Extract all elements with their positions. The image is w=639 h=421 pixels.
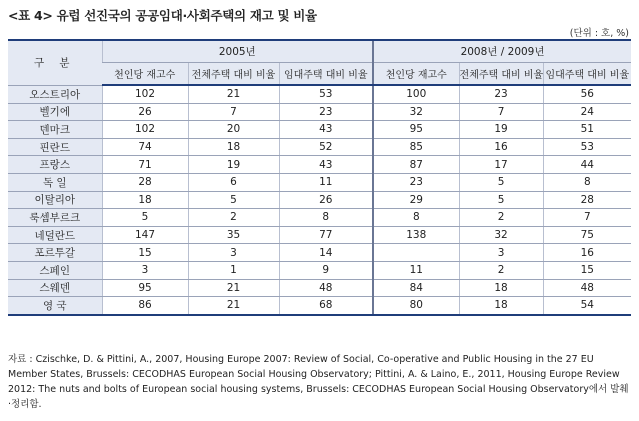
year-header-2005: 2005년: [102, 40, 373, 63]
table-cell: 75: [543, 226, 631, 244]
row-country: 덴마크: [8, 121, 102, 139]
table-cell: 138: [373, 226, 459, 244]
table-cell: 28: [543, 191, 631, 209]
table-cell: 18: [459, 279, 543, 297]
table-cell: 87: [373, 156, 459, 174]
table-cell: 95: [102, 279, 188, 297]
table-cell: 86: [102, 297, 188, 315]
table-cell: 53: [543, 138, 631, 156]
table-row: [8, 103, 631, 121]
housing-stock-table: [8, 39, 631, 316]
table-cell: 9: [279, 261, 373, 279]
table-cell: 19: [188, 156, 279, 174]
table-cell: 100: [373, 85, 459, 103]
table-cell: 48: [543, 279, 631, 297]
table-row: [8, 121, 631, 139]
table-cell: 54: [543, 297, 631, 315]
table-cell: 8: [373, 209, 459, 227]
table-cell: 26: [102, 103, 188, 121]
table-cell: 56: [543, 85, 631, 103]
table-row: [8, 297, 631, 315]
table-cell: 35: [188, 226, 279, 244]
table-cell: 21: [188, 85, 279, 103]
table-cell: 102: [102, 85, 188, 103]
table-cell: 68: [279, 297, 373, 315]
table-cell: 5: [188, 191, 279, 209]
table-cell: 1: [188, 261, 279, 279]
table-cell: 147: [102, 226, 188, 244]
table-cell: 85: [373, 138, 459, 156]
table-cell: 24: [543, 103, 631, 121]
table-cell: 102: [102, 121, 188, 139]
table-cell: 23: [373, 173, 459, 191]
row-country: 스페인: [8, 261, 102, 279]
row-country: 포르투갈: [8, 244, 102, 262]
table-cell: 74: [102, 138, 188, 156]
table-row: [8, 209, 631, 227]
table-cell: 5: [459, 173, 543, 191]
source-note: 자료 : Czischke, D. & Pittini, A., 2007, Housing Europe 2007: Review of Social, Co-operative and Public Housing in the 27 EU Member States, Brussels: CECODHAS European Social Housing Observatory; Pittini, A. & Laino, E., 2011, Housing Europe Review 2012: The nuts and bolts of European social housing systems, Brussels: CECODHAS European Social Housing Observatory에서 발췌·정리함.: [8, 354, 629, 410]
table-cell: 7: [543, 209, 631, 227]
table-cell: 28: [102, 173, 188, 191]
table-cell: 32: [459, 226, 543, 244]
table-row: [8, 226, 631, 244]
table-row: [8, 191, 631, 209]
table-cell: 16: [543, 244, 631, 262]
table-cell: 5: [459, 191, 543, 209]
table-cell: 20: [188, 121, 279, 139]
table-cell: 18: [188, 138, 279, 156]
table-cell: 16: [459, 138, 543, 156]
table-cell: 51: [543, 121, 631, 139]
table-cell: 32: [373, 103, 459, 121]
table-cell: 26: [279, 191, 373, 209]
table-cell: 44: [543, 156, 631, 174]
table-cell: 3: [188, 244, 279, 262]
table-cell: 2: [459, 209, 543, 227]
table-cell: 18: [459, 297, 543, 315]
table-row: [8, 261, 631, 279]
table-cell: 23: [459, 85, 543, 103]
sub-header: 임대주택 대비 비율: [543, 63, 631, 86]
table-cell: 21: [188, 279, 279, 297]
table-title: <표 4> 유럽 선진국의 공공임대·사회주택의 재고 및 비율: [8, 8, 317, 23]
row-country: 네덜란드: [8, 226, 102, 244]
sub-header: 천인당 재고수: [102, 63, 188, 86]
table-cell: 11: [373, 261, 459, 279]
row-country: 스웨덴: [8, 279, 102, 297]
table-cell: 43: [279, 121, 373, 139]
unit-label: (단위 : 호, %): [569, 28, 629, 39]
table-cell: 77: [279, 226, 373, 244]
table-cell: 23: [279, 103, 373, 121]
row-country: 이탈리아: [8, 191, 102, 209]
row-country: 영 국: [8, 297, 102, 315]
corner-header: 구 분: [8, 40, 102, 85]
table-cell: 8: [543, 173, 631, 191]
table-cell: 18: [102, 191, 188, 209]
row-country: 룩셈부르크: [8, 209, 102, 227]
table-cell: 17: [459, 156, 543, 174]
year-header-2008-2009: 2008년 / 2009년: [373, 40, 631, 63]
row-country: 독 일: [8, 173, 102, 191]
table-cell: 2: [459, 261, 543, 279]
table-cell: 84: [373, 279, 459, 297]
table-cell: 15: [543, 261, 631, 279]
table-cell: 15: [102, 244, 188, 262]
table-cell: 52: [279, 138, 373, 156]
sub-header: 임대주택 대비 비율: [279, 63, 373, 86]
table-cell: 80: [373, 297, 459, 315]
table-cell: 5: [102, 209, 188, 227]
table-cell: 2: [188, 209, 279, 227]
table-cell: 43: [279, 156, 373, 174]
sub-header: 천인당 재고수: [373, 63, 459, 86]
table-row: [8, 138, 631, 156]
table-row: [8, 156, 631, 174]
table-cell: 95: [373, 121, 459, 139]
row-country: 벨기에: [8, 103, 102, 121]
table-row: [8, 85, 631, 103]
table-cell: 53: [279, 85, 373, 103]
table-cell: 71: [102, 156, 188, 174]
table-cell: 6: [188, 173, 279, 191]
row-country: 핀란드: [8, 138, 102, 156]
table-cell: 48: [279, 279, 373, 297]
table-cell: 3: [102, 261, 188, 279]
table-cell: 14: [279, 244, 373, 262]
table-cell: 3: [459, 244, 543, 262]
table-row: [8, 279, 631, 297]
table-cell: [373, 244, 459, 262]
table-cell: 21: [188, 297, 279, 315]
table-cell: 11: [279, 173, 373, 191]
row-country: 프랑스: [8, 156, 102, 174]
table-cell: 7: [188, 103, 279, 121]
sub-header: 전체주택 대비 비율: [188, 63, 279, 86]
row-country: 오스트리아: [8, 85, 102, 103]
sub-header: 전체주택 대비 비율: [459, 63, 543, 86]
table-cell: 7: [459, 103, 543, 121]
table-cell: 19: [459, 121, 543, 139]
table-row: [8, 244, 631, 262]
table-cell: 8: [279, 209, 373, 227]
table-cell: 29: [373, 191, 459, 209]
table-row: [8, 173, 631, 191]
